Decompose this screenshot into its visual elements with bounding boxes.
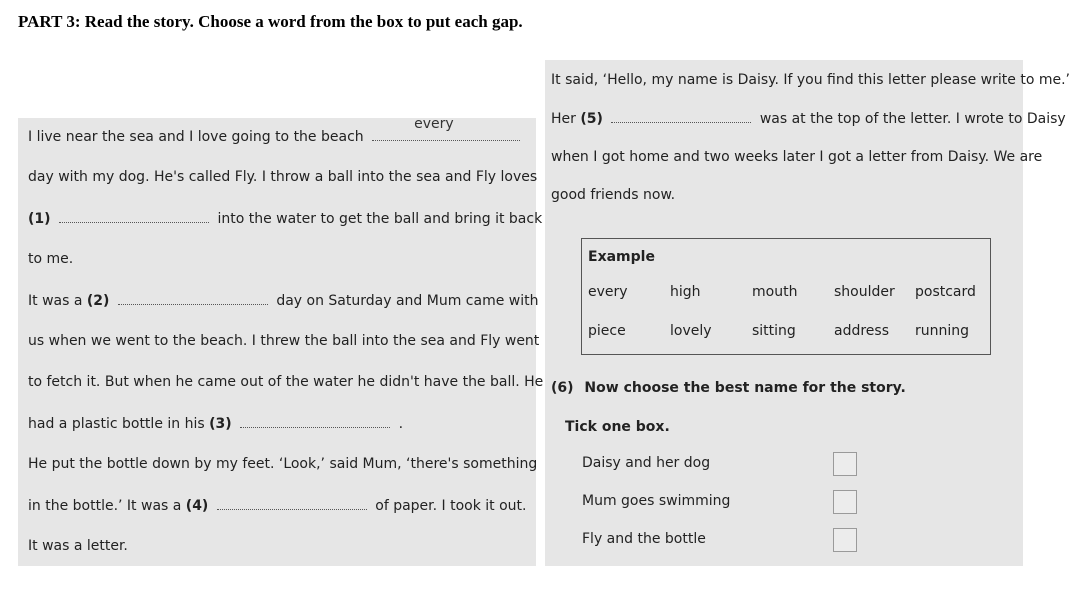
gap-5[interactable] xyxy=(611,110,751,123)
word-shoulder: shoulder xyxy=(834,284,895,300)
word-running: running xyxy=(915,323,970,339)
word-every: every xyxy=(588,284,628,300)
story-line-13 xyxy=(551,110,1066,127)
word-address: address xyxy=(834,323,890,339)
story-line-4: to me. xyxy=(28,251,74,267)
story-line-8 xyxy=(28,415,403,432)
story-line-2: day with my dog. He's called Fly. I throw a ball into the sea and Fly loves xyxy=(28,169,538,185)
story-text: in the bottle.’ It was a xyxy=(28,498,182,514)
gap-number: (2) xyxy=(86,293,110,309)
tick-box-1[interactable] xyxy=(833,452,857,476)
story-line-10 xyxy=(28,497,527,514)
question-number: (6) xyxy=(551,380,574,396)
story-line-7: to fetch it. But when he came out of the water he didn't have the ball. He xyxy=(28,374,544,390)
tick-instruction: Tick one box. xyxy=(565,419,670,435)
gap-4[interactable] xyxy=(217,497,367,510)
word-box-heading: Example xyxy=(588,249,655,265)
story-line-11: It was a letter. xyxy=(28,538,128,554)
story-line-15: good friends now. xyxy=(551,187,676,203)
question-6 xyxy=(551,380,906,396)
option-label: Fly and the bottle xyxy=(582,531,706,547)
story-text: day on Saturday and Mum came with xyxy=(276,293,539,309)
story-text: of paper. I took it out. xyxy=(375,498,527,514)
gap-number: (1) xyxy=(28,211,51,227)
story-line-12: It said, ‘Hello, my name is Daisy. If you find this letter please write to me.’ xyxy=(551,72,1070,88)
word-postcard: postcard xyxy=(915,284,976,300)
example-answer: every xyxy=(414,116,454,132)
story-text: I live near the sea and I love going to the beach xyxy=(28,129,364,145)
word-mouth: mouth xyxy=(752,284,798,300)
story-panel xyxy=(18,116,544,566)
word-high: high xyxy=(670,284,701,300)
story-line-3 xyxy=(28,210,542,227)
story-text: Her xyxy=(551,111,576,127)
word-sitting: sitting xyxy=(752,323,796,339)
story-text: into the water to get the ball and bring it back xyxy=(217,211,543,227)
word-box xyxy=(581,238,991,355)
story-text: . xyxy=(398,416,404,432)
word-piece: piece xyxy=(588,323,626,339)
story-line-6: us when we went to the beach. I threw the ball into the sea and Fly went xyxy=(28,333,540,349)
option-label: Mum goes swimming xyxy=(582,493,731,509)
gap-number: (3) xyxy=(209,416,232,432)
story-text: had a plastic bottle in his xyxy=(28,416,205,432)
story-line-1 xyxy=(28,116,524,145)
gap-1[interactable] xyxy=(59,210,209,223)
story-line-14: when I got home and two weeks later I got a letter from Daisy. We are xyxy=(551,149,1043,165)
story-continued-panel xyxy=(545,60,1070,566)
gap-number: (5) xyxy=(580,111,603,127)
story-line-9: He put the bottle down by my feet. ‘Look,’ said Mum, ‘there's something xyxy=(28,456,538,472)
question-text: Now choose the best name for the story. xyxy=(584,380,906,396)
story-text: was at the top of the letter. I wrote to Daisy xyxy=(759,111,1066,127)
page-title: PART 3: Read the story. Choose a word from the box to put each gap. xyxy=(18,12,523,31)
gap-2[interactable] xyxy=(118,292,268,305)
word-lovely: lovely xyxy=(670,323,712,339)
story-text: It was a xyxy=(28,293,83,309)
gap-3[interactable] xyxy=(240,415,390,428)
gap-number: (4) xyxy=(185,498,209,514)
option-label: Daisy and her dog xyxy=(582,455,711,471)
tick-box-2[interactable] xyxy=(833,490,857,514)
gap-example[interactable] xyxy=(372,116,520,141)
story-line-5 xyxy=(28,292,538,309)
tick-box-3[interactable] xyxy=(833,528,857,552)
